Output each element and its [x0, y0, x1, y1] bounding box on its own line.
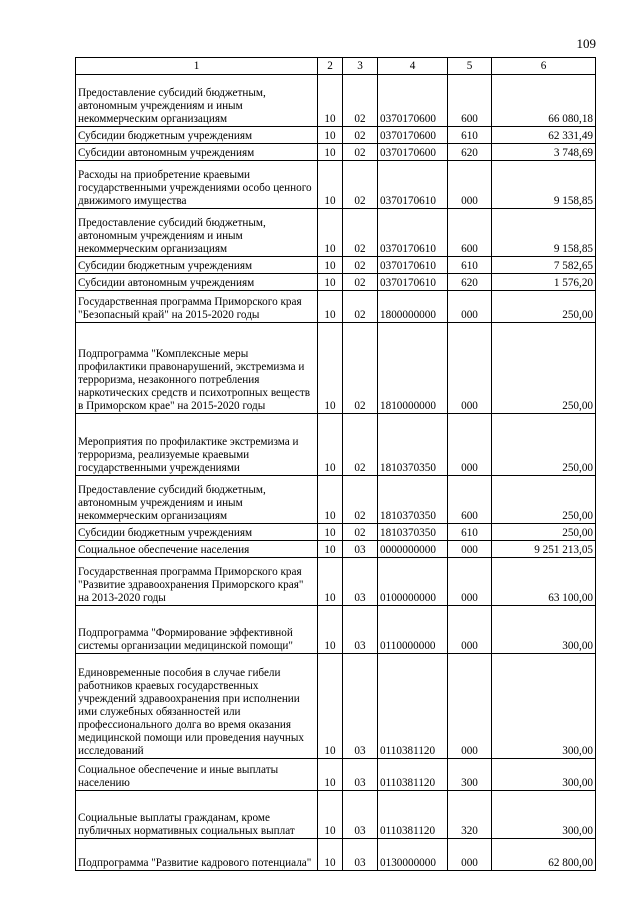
row-description: Субсидии автономным учреждениям [76, 274, 318, 291]
row-description: Государственная программа Приморского края "Развитие здравоохранения Приморского края" на 2013-2020 годы [76, 558, 318, 606]
row-description: Социальное обеспечение и иные выплаты населению [76, 759, 318, 791]
column-header: 2 [318, 58, 343, 75]
table-row [76, 291, 596, 323]
row-subsection: 02 [343, 414, 378, 476]
row-amount: 9 158,85 [492, 161, 596, 209]
row-section: 10 [318, 257, 343, 274]
table-row [76, 75, 596, 127]
row-section: 10 [318, 654, 343, 759]
row-description: Субсидии бюджетным учреждениям [76, 127, 318, 144]
row-subsection: 02 [343, 291, 378, 323]
row-subsection: 03 [343, 606, 378, 654]
row-expense-type: 620 [448, 144, 492, 161]
row-expense-type: 000 [448, 414, 492, 476]
row-expense-type: 600 [448, 75, 492, 127]
column-header: 6 [492, 58, 596, 75]
row-description: Предоставление субсидий бюджетным, автономным учреждениям и иным некоммерческим организациям [76, 476, 318, 524]
table-row [76, 476, 596, 524]
row-expense-type: 610 [448, 127, 492, 144]
row-description: Социальное обеспечение населения [76, 541, 318, 558]
row-amount: 250,00 [492, 323, 596, 414]
table-row [76, 274, 596, 291]
row-description: Подпрограмма "Формирование эффективной системы организации медицинской помощи" [76, 606, 318, 654]
row-section: 10 [318, 274, 343, 291]
table-row [76, 161, 596, 209]
row-expense-type: 610 [448, 524, 492, 541]
row-expense-type: 600 [448, 209, 492, 257]
row-amount: 250,00 [492, 524, 596, 541]
row-amount: 3 748,69 [492, 144, 596, 161]
row-expense-type: 000 [448, 291, 492, 323]
row-subsection: 02 [343, 209, 378, 257]
row-expense-type: 320 [448, 791, 492, 839]
row-target-code: 0130000000 [378, 839, 448, 871]
row-amount: 63 100,00 [492, 558, 596, 606]
row-amount: 9 251 213,05 [492, 541, 596, 558]
row-expense-type: 000 [448, 323, 492, 414]
row-description: Субсидии автономным учреждениям [76, 144, 318, 161]
row-section: 10 [318, 144, 343, 161]
row-section: 10 [318, 524, 343, 541]
budget-table [75, 57, 596, 871]
row-subsection: 03 [343, 558, 378, 606]
row-description: Субсидии бюджетным учреждениям [76, 257, 318, 274]
row-subsection: 03 [343, 791, 378, 839]
row-subsection: 03 [343, 759, 378, 791]
row-description: Предоставление субсидий бюджетным, автономным учреждениям и иным некоммерческим организациям [76, 75, 318, 127]
row-expense-type: 600 [448, 476, 492, 524]
table-row [76, 791, 596, 839]
row-subsection: 02 [343, 323, 378, 414]
row-expense-type: 000 [448, 161, 492, 209]
row-section: 10 [318, 209, 343, 257]
row-target-code: 0370170610 [378, 257, 448, 274]
row-expense-type: 000 [448, 606, 492, 654]
table-row [76, 209, 596, 257]
row-target-code: 1810370350 [378, 414, 448, 476]
row-amount: 7 582,65 [492, 257, 596, 274]
row-subsection: 02 [343, 127, 378, 144]
row-subsection: 03 [343, 654, 378, 759]
row-description: Субсидии бюджетным учреждениям [76, 524, 318, 541]
row-expense-type: 000 [448, 839, 492, 871]
row-subsection: 02 [343, 257, 378, 274]
row-amount: 9 158,85 [492, 209, 596, 257]
row-target-code: 0370170600 [378, 144, 448, 161]
row-expense-type: 300 [448, 759, 492, 791]
row-section: 10 [318, 414, 343, 476]
row-subsection: 03 [343, 839, 378, 871]
table-row [76, 144, 596, 161]
row-description: Единовременные пособия в случае гибели работников краевых государственных учреждений здравоохранения при исполнении ими служебных обязанностей или профессионального долга во время оказания медицинской помощи или проведения научных исследований [76, 654, 318, 759]
row-section: 10 [318, 558, 343, 606]
row-section: 10 [318, 839, 343, 871]
row-amount: 250,00 [492, 291, 596, 323]
row-subsection: 02 [343, 144, 378, 161]
table-row [76, 323, 596, 414]
row-amount: 62 331,49 [492, 127, 596, 144]
row-amount: 300,00 [492, 606, 596, 654]
row-section: 10 [318, 127, 343, 144]
row-description: Предоставление субсидий бюджетным, автономным учреждениям и иным некоммерческим организациям [76, 209, 318, 257]
row-amount: 300,00 [492, 759, 596, 791]
row-subsection: 03 [343, 541, 378, 558]
table-row [76, 839, 596, 871]
row-expense-type: 620 [448, 274, 492, 291]
row-target-code: 1800000000 [378, 291, 448, 323]
row-target-code: 0000000000 [378, 541, 448, 558]
table-row [76, 414, 596, 476]
row-target-code: 0110381120 [378, 791, 448, 839]
row-section: 10 [318, 75, 343, 127]
row-subsection: 02 [343, 75, 378, 127]
row-section: 10 [318, 791, 343, 839]
row-section: 10 [318, 323, 343, 414]
row-target-code: 0100000000 [378, 558, 448, 606]
column-header: 5 [448, 58, 492, 75]
row-subsection: 02 [343, 524, 378, 541]
row-section: 10 [318, 161, 343, 209]
row-target-code: 0370170610 [378, 209, 448, 257]
row-description: Мероприятия по профилактике экстремизма и терроризма, реализуемые краевыми государственными учреждениями [76, 414, 318, 476]
row-expense-type: 000 [448, 541, 492, 558]
row-subsection: 02 [343, 274, 378, 291]
table-row [76, 257, 596, 274]
row-target-code: 1810370350 [378, 476, 448, 524]
row-description: Подпрограмма "Развитие кадрового потенциала" [76, 839, 318, 871]
table-header-row [76, 58, 596, 75]
row-amount: 250,00 [492, 414, 596, 476]
row-expense-type: 000 [448, 558, 492, 606]
table-row [76, 759, 596, 791]
column-header: 3 [343, 58, 378, 75]
row-amount: 300,00 [492, 791, 596, 839]
row-description: Подпрограмма "Комплексные меры профилактики правонарушений, экстремизма и терроризма, незаконного потребления наркотических средств и психотропных веществ в Приморском крае" на 2015-2020 годы [76, 323, 318, 414]
table-row [76, 541, 596, 558]
row-section: 10 [318, 291, 343, 323]
page-number: 109 [576, 36, 596, 51]
row-target-code: 0370170610 [378, 161, 448, 209]
row-target-code: 0370170600 [378, 127, 448, 144]
row-section: 10 [318, 759, 343, 791]
row-subsection: 02 [343, 476, 378, 524]
row-section: 10 [318, 476, 343, 524]
table-row [76, 606, 596, 654]
table-row [76, 654, 596, 759]
table-row [76, 558, 596, 606]
row-amount: 1 576,20 [492, 274, 596, 291]
row-expense-type: 000 [448, 654, 492, 759]
column-header: 1 [76, 58, 318, 75]
row-description: Государственная программа Приморского края "Безопасный край" на 2015-2020 годы [76, 291, 318, 323]
row-amount: 62 800,00 [492, 839, 596, 871]
column-header: 4 [378, 58, 448, 75]
row-target-code: 0110381120 [378, 654, 448, 759]
row-subsection: 02 [343, 161, 378, 209]
row-description: Расходы на приобретение краевыми государственными учреждениями особо ценного движимого имущества [76, 161, 318, 209]
row-target-code: 0110000000 [378, 606, 448, 654]
row-amount: 300,00 [492, 654, 596, 759]
row-target-code: 1810370350 [378, 524, 448, 541]
row-target-code: 0370170600 [378, 75, 448, 127]
row-description: Социальные выплаты гражданам, кроме публичных нормативных социальных выплат [76, 791, 318, 839]
row-section: 10 [318, 606, 343, 654]
row-target-code: 0110381120 [378, 759, 448, 791]
row-amount: 250,00 [492, 476, 596, 524]
table-row [76, 127, 596, 144]
table-row [76, 524, 596, 541]
row-section: 10 [318, 541, 343, 558]
row-amount: 66 080,18 [492, 75, 596, 127]
row-expense-type: 610 [448, 257, 492, 274]
row-target-code: 0370170610 [378, 274, 448, 291]
row-target-code: 1810000000 [378, 323, 448, 414]
